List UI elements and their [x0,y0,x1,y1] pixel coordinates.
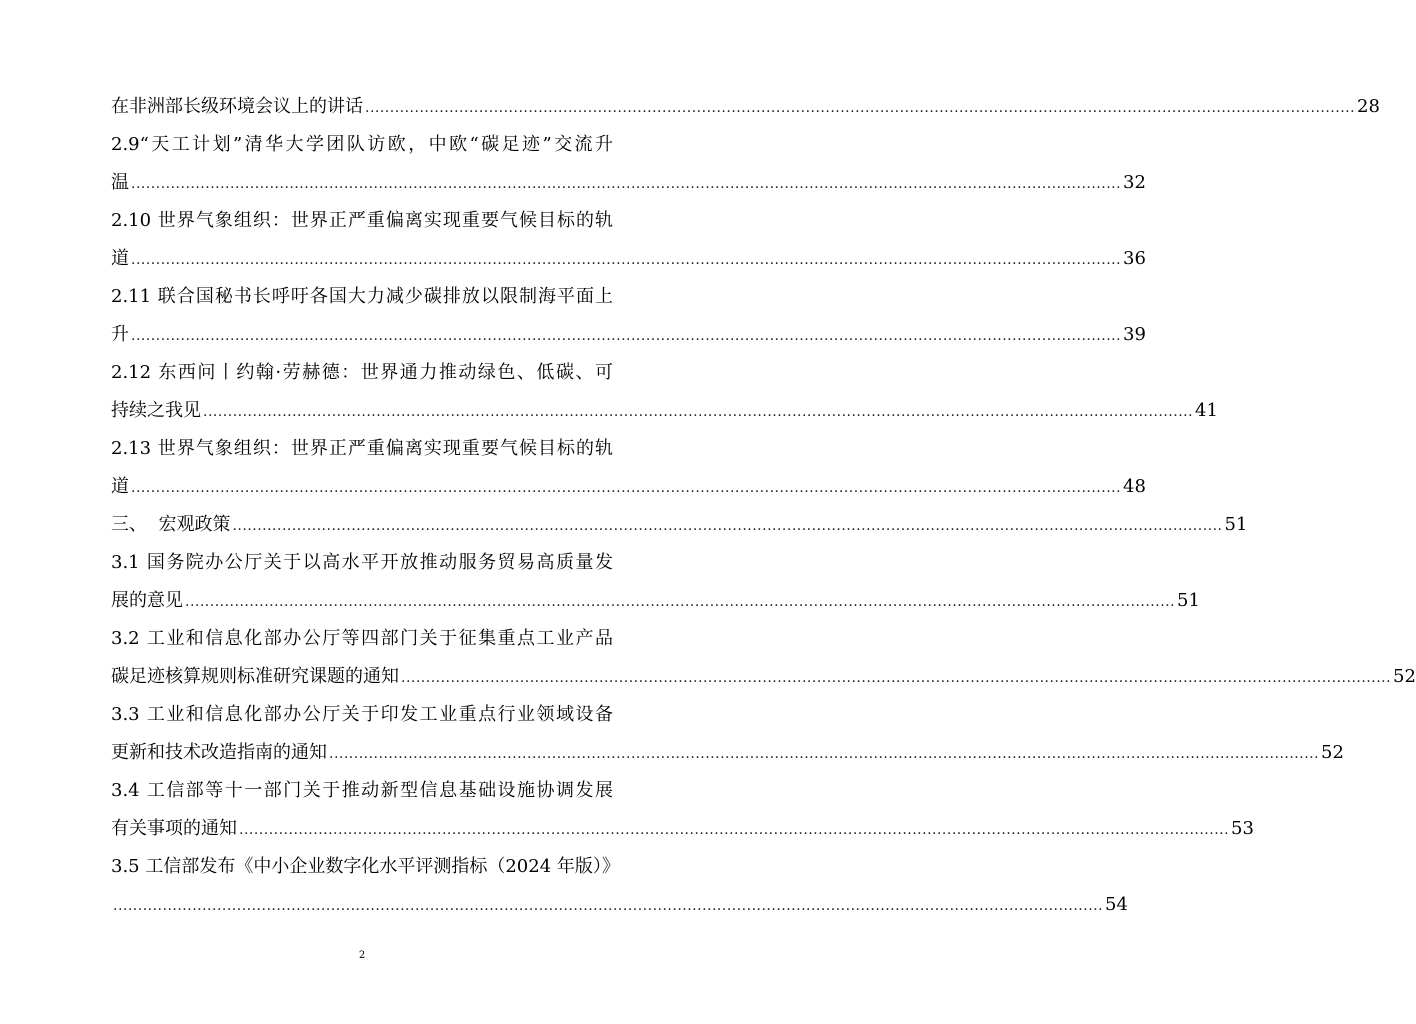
dot-leader: ........................................................................................................................................................................................................ [113,898,1104,914]
toc-page-number: 32 [1123,172,1146,193]
toc-entry[interactable] [111,658,1416,696]
toc-entry[interactable] [111,316,1146,354]
toc-entry-title: 升 [111,324,129,345]
toc-page-number: 51 [1224,514,1248,535]
toc-entry-title-line[interactable]: 3.1 国务院办公厅关于以高水平开放推动服务贸易高质量发 [111,552,613,573]
toc-entry[interactable] [111,582,1200,620]
toc-page-number: 41 [1195,400,1218,421]
toc-entry-title-line[interactable]: 2.12 东西问丨约翰·劳赫德：世界通力推动绿色、低碳、可 [111,362,613,383]
toc-page-number: 39 [1123,324,1146,345]
toc-entry[interactable] [111,886,1128,924]
toc-entry-title: 温 [111,172,129,193]
dot-leader: ........................................................................................................................................................................................................ [203,404,1194,420]
toc-page-number: 52 [1321,742,1344,763]
toc-entry-title: 碳足迹核算规则标准研究课题的通知 [111,666,399,687]
dot-leader: ........................................................................................................................................................................................................ [131,176,1122,192]
dot-leader: ........................................................................................................................................................................................................ [329,746,1320,762]
table-of-contents [111,88,1416,924]
page-number: 2 [358,950,366,961]
toc-entry-title-line[interactable]: 3.3 工业和信息化部办公厅关于印发工业重点行业领域设备 [111,704,613,725]
dot-leader: ........................................................................................................................................................................................................ [401,670,1392,686]
toc-entry-title: 持续之我见 [111,400,201,421]
toc-entry-title: 展的意见 [111,590,183,611]
toc-page-number: 51 [1177,590,1200,611]
dot-leader: ........................................................................................................................................................................................................ [185,594,1176,610]
toc-entry[interactable] [111,88,1380,126]
toc-entry-title-line[interactable]: 3.4 工信部等十一部门关于推动新型信息基础设施协调发展 [111,780,613,801]
toc-entry-title-line[interactable]: 2.10 世界气象组织：世界正严重偏离实现重要气候目标的轨 [111,210,613,231]
toc-entry[interactable] [111,506,1248,544]
dot-leader: ........................................................................................................................................................................................................ [365,100,1356,116]
toc-page-number: 48 [1123,476,1146,497]
toc-page-number: 36 [1123,248,1146,269]
toc-entry-title-line[interactable]: 2.11 联合国秘书长呼吁各国大力减少碳排放以限制海平面上 [111,286,613,307]
toc-page-number: 52 [1393,666,1416,687]
toc-entry-title-line[interactable]: 2.9“天工计划”清华大学团队访欧，中欧“碳足迹”交流升 [111,134,613,155]
toc-entry[interactable] [111,810,1254,848]
toc-section-heading: 三、 宏观政策 [111,514,231,535]
dot-leader: ........................................................................................................................................................................................................ [131,328,1122,344]
toc-entry[interactable] [111,240,1146,278]
toc-page-number: 53 [1231,818,1254,839]
toc-page-number: 54 [1105,894,1128,915]
dot-leader: ........................................................................................................................................................................................................ [131,252,1122,268]
toc-entry[interactable] [111,468,1146,506]
toc-entry[interactable] [111,164,1146,202]
toc-entry-title-line[interactable]: 2.13 世界气象组织：世界正严重偏离实现重要气候目标的轨 [111,438,613,459]
toc-entry-title-line[interactable]: 3.5 工信部发布《中小企业数字化水平评测指标（2024 年版）》 [111,856,620,877]
toc-entry-title-line[interactable]: 3.2 工业和信息化部办公厅等四部门关于征集重点工业产品 [111,628,613,649]
toc-entry[interactable] [111,734,1344,772]
toc-entry-title: 更新和技术改造指南的通知 [111,742,327,763]
dot-leader: ........................................................................................................................................................................................................ [131,480,1122,496]
dot-leader: ........................................................................................................................................................................................................ [232,518,1223,534]
toc-entry-title: 道 [111,476,129,497]
toc-entry-title: 在非洲部长级环境会议上的讲话 [111,96,363,117]
toc-entry-title: 有关事项的通知 [111,818,237,839]
toc-entry-title: 道 [111,248,129,269]
toc-page-number: 28 [1357,96,1380,117]
dot-leader: ........................................................................................................................................................................................................ [239,822,1230,838]
toc-entry[interactable] [111,392,1218,430]
